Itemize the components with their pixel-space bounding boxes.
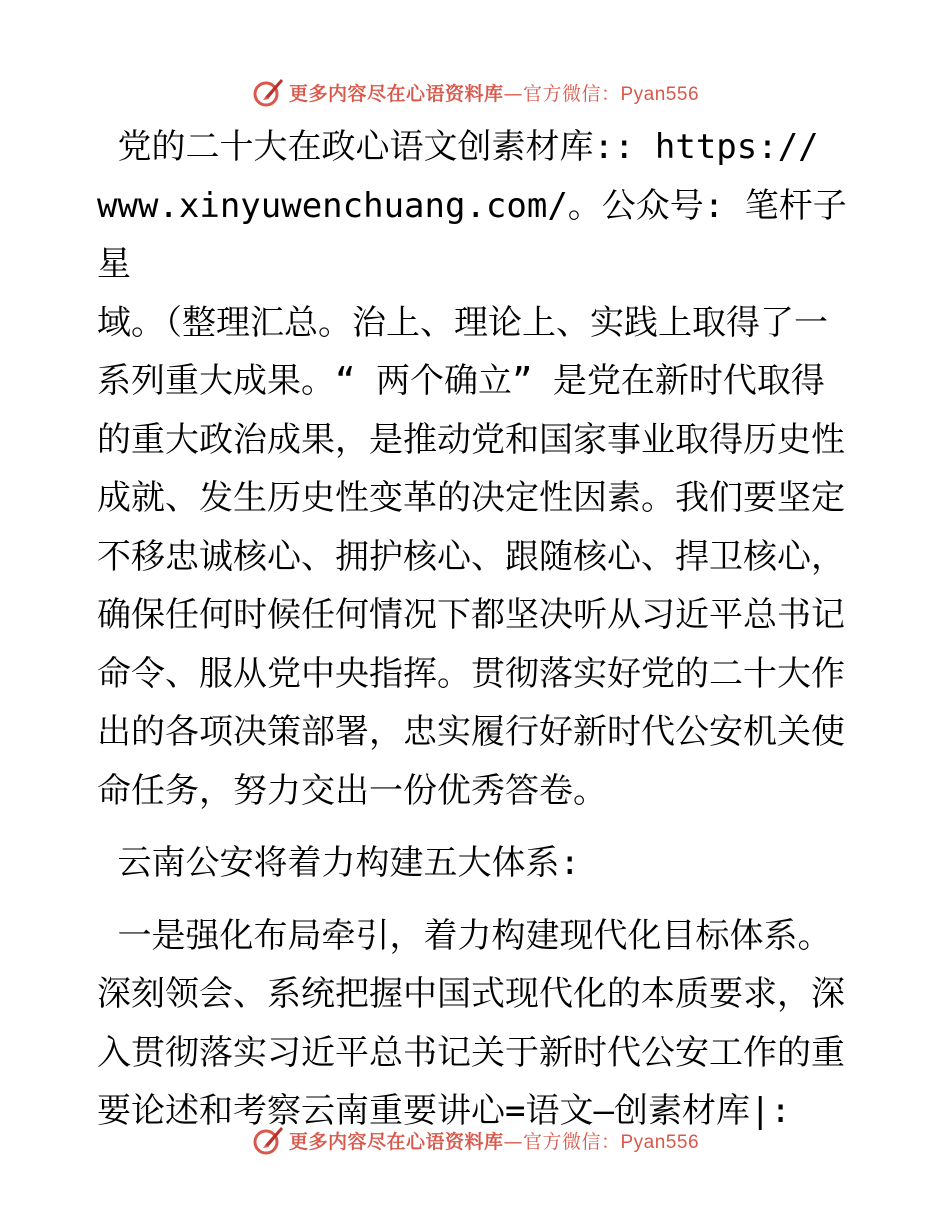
watermark-text: 更多内容尽在心语资料库—官方微信：Pyan556 [288,1130,700,1153]
text-line: 命任务，努力交出一份优秀答卷。 [97,770,607,811]
text-line: 域。（整理汇总。治上、理论上、实践上取得了一 [97,302,828,343]
footer-watermark [0,1120,950,1160]
text-line: 一是强化布局牵引，着力构建现代化目标体系。 [97,915,832,956]
quill-pen-icon [251,1123,285,1157]
text-line: www.xinyuwenchuang.com/。公众号: 笔杆子星 [97,185,847,284]
text-line: 系列重大成果。“ 两个确立” 是党在新时代取得 [97,361,825,401]
paragraph [97,907,849,1141]
section-intro: 云南公安将着力构建五大体系: [97,843,580,883]
text-line: 深刻领会、系统把握中国式现代化的本质要求，深 [97,974,845,1014]
text-line: 党的二十大在政心语文创素材库:: https:// [97,127,819,167]
watermark-text: 更多内容尽在心语资料库—官方微信：Pyan556 [288,82,700,105]
quill-pen-icon [251,75,285,109]
text-line: 的重大政治成果，是推动党和国家事业取得历史性 [97,419,845,460]
text-line: 确保任何时候任何情况下都坚决听从习近平总书记 [97,595,845,635]
text-line: 出的各项决策部署，忠实履行好新时代公安机关使 [97,712,845,752]
text-line: 要论述和考察云南重要讲心=语文—创素材库|: [97,1091,791,1131]
text-line: 命令、服从党中央指挥。贯彻落实好党的二十大作 [97,653,845,694]
header-watermark [0,72,950,112]
text-line: 成就、发生历史性变革的决定性因素。我们要坚定 [97,478,845,518]
document-body [97,118,849,1141]
text-line: 不移忠诚核心、拥护核心、跟随核心、捍卫核心， [97,536,845,577]
text-line: 入贯彻落实习近平总书记关于新时代公安工作的重 [97,1032,845,1073]
paragraph [97,118,849,820]
